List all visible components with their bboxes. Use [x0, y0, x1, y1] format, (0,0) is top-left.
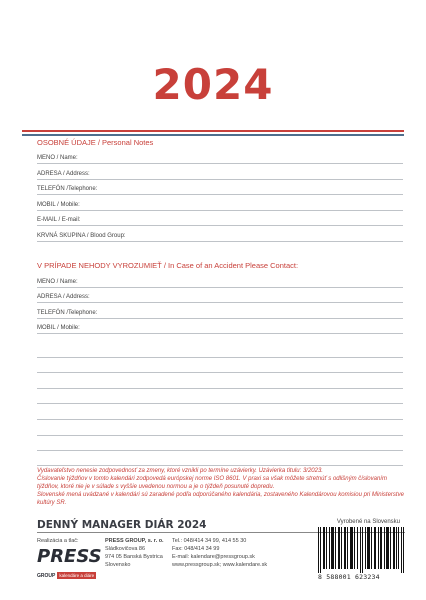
barcode-number: 8 588001 623234 — [318, 573, 380, 581]
name-field[interactable] — [37, 149, 403, 164]
field-label: MOBIL / Mobile: — [37, 325, 80, 331]
blood-group-field[interactable] — [37, 227, 403, 242]
names-calendar-note: Slovenské mená uvádzané v kalendári sú zaradené podľa odporúčaného kalendária, zostaveného Kalendárovou komisiou pri Ministerstve kultúry SR. — [37, 492, 404, 506]
address-field[interactable] — [37, 165, 403, 180]
company-tel: Tel.: 048/414 34 99, 414 55 30 — [172, 538, 247, 544]
field-label: MENO / Name: — [37, 279, 78, 285]
blank-line[interactable] — [37, 436, 403, 451]
field-label: KRVNÁ SKUPINA / Blood Group: — [37, 233, 126, 239]
product-title: DENNÝ MANAGER DIÁR 2024 — [37, 519, 207, 531]
field-label: ADRESA / Address: — [37, 294, 90, 300]
company-country: Slovensko — [105, 562, 131, 568]
emergency-contact-title: V PRÍPADE NEHODY VYROZUMIEŤ / In Case of an Accident Please Contact: — [37, 261, 299, 270]
barcode-graphic — [318, 527, 404, 573]
emergency-mobile-field[interactable] — [37, 319, 403, 334]
logo-group-text: GROUP — [37, 573, 56, 579]
logo-badge: kalendáre a diáre — [59, 573, 95, 578]
email-field[interactable] — [37, 211, 403, 226]
field-label: E-MAIL / E-mail: — [37, 217, 81, 223]
company-city: 974 05 Banská Bystrica — [105, 554, 163, 560]
company-email: E-mail: kalendare@pressgroup.sk — [172, 554, 255, 560]
realized-by-label: Realizácia a tlač: — [37, 538, 79, 544]
made-in-label: Vyrobené na Slovensku — [336, 519, 400, 525]
field-label: MOBIL / Mobile: — [37, 202, 80, 208]
week-numbering-note: Číslovanie týždňov v tomto kalendári zodpovedá európskej norme ISO 8601. V praxi sa však môžete stretnúť s odlišným číslovaním týždňov, ktoré nie je v súlade s vyššie uvedenou normou a je o týždeň posunuté dopredu. — [37, 476, 387, 490]
mobile-field[interactable] — [37, 196, 403, 211]
company-fax: Fax: 048/414 34 99 — [172, 546, 220, 552]
blank-line[interactable] — [37, 421, 403, 436]
personal-notes-title: OSOBNÉ ÚDAJE / Personal Notes — [37, 138, 154, 147]
publisher-disclaimer: Vydavateľstvo nenesie zodpovednosť za zmeny, ktoré vznikli po termíne uzávierky. Uzávierka titulu: 3/2023. — [37, 468, 323, 474]
blank-line[interactable] — [37, 358, 403, 373]
blank-line[interactable] — [37, 451, 403, 466]
emergency-address-field[interactable] — [37, 288, 403, 303]
emergency-name-field[interactable] — [37, 273, 403, 288]
company-contact — [172, 537, 267, 569]
field-label: MENO / Name: — [37, 155, 78, 161]
logo-press-text: PRESS — [37, 546, 102, 567]
company-street: Sládkovičova 86 — [105, 546, 146, 552]
emergency-telephone-field[interactable] — [37, 304, 403, 319]
blank-line[interactable] — [37, 374, 403, 389]
year-heading: 2024 — [152, 60, 274, 109]
blank-line[interactable] — [37, 405, 403, 420]
company-address — [105, 537, 164, 569]
company-name: PRESS GROUP, s. r. o. — [105, 538, 164, 544]
telephone-field[interactable] — [37, 180, 403, 195]
field-label: ADRESA / Address: — [37, 171, 90, 177]
field-label: TELEFÓN /Telephone: — [37, 310, 98, 316]
decorative-stripes — [22, 130, 404, 138]
company-web: www.pressgroup.sk; www.kalendare.sk — [172, 562, 268, 568]
blank-line[interactable] — [37, 389, 403, 404]
press-group-logo — [37, 546, 102, 582]
field-label: TELEFÓN /Telephone: — [37, 186, 98, 192]
blank-line[interactable] — [37, 343, 403, 358]
